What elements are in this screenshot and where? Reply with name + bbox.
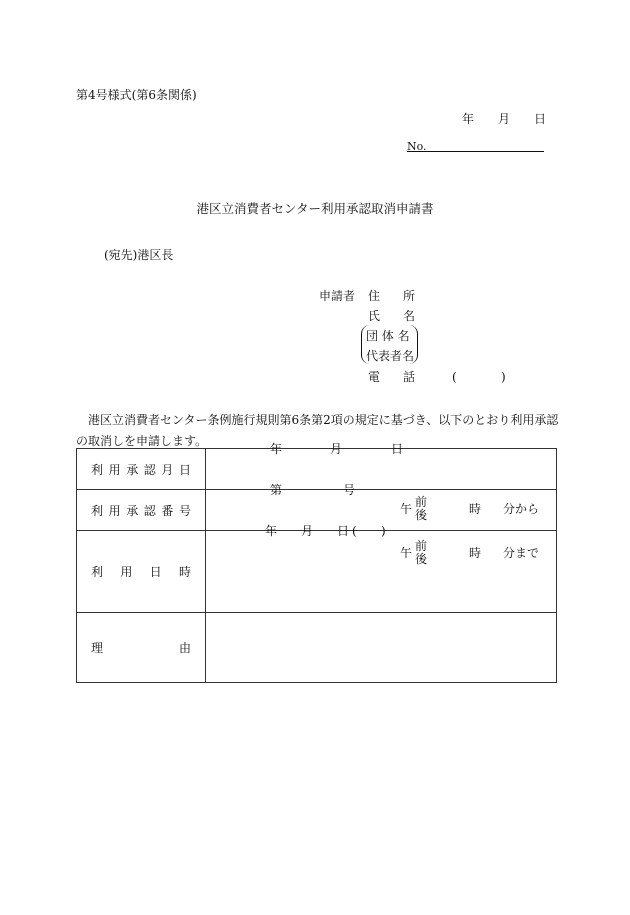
phone-label-a: 電 — [368, 370, 381, 384]
date-month-label: 月 — [498, 112, 511, 126]
start-go-label: 午 — [400, 502, 413, 516]
approval-number-label: 利 用 承 認 番 号 — [77, 490, 206, 531]
number-suffix-label: 号 — [343, 483, 356, 497]
end-ampm-choice[interactable]: 前 後 — [415, 539, 428, 567]
phone-paren-close: ) — [501, 370, 506, 384]
table-row — [77, 531, 557, 613]
phone-label-b: 話 — [403, 370, 416, 384]
usage-datetime-field[interactable] — [206, 495, 557, 613]
usage-year-label: 年 — [265, 524, 278, 538]
start-minute-label: 分から — [503, 502, 540, 516]
address-label-b: 所 — [403, 289, 416, 303]
start-ampm-choice[interactable]: 前 後 — [415, 495, 428, 523]
phone-paren-open: ( — [452, 370, 457, 384]
addressee: (宛先)港区長 — [104, 248, 174, 262]
approval-date-label: 利 用 承 認 月 日 — [77, 449, 206, 490]
request-table — [76, 442, 557, 683]
table-row — [77, 490, 557, 531]
end-hour-label: 時 — [469, 546, 482, 560]
address-label-a: 住 — [368, 289, 381, 303]
number-field[interactable] — [407, 142, 544, 152]
usage-weekday-close: ) — [381, 524, 386, 538]
table-row — [77, 613, 557, 683]
form-number: 第4号様式(第6条関係) — [76, 88, 197, 102]
end-minute-label: 分まで — [503, 546, 540, 560]
approval-date-field[interactable] — [206, 442, 557, 490]
approval-month-label: 月 — [330, 442, 343, 456]
start-hour-label: 時 — [469, 502, 482, 516]
date-year-label: 年 — [462, 112, 475, 126]
reason-label: 理 由 — [77, 613, 206, 683]
name-label-a: 氏 — [368, 309, 381, 323]
representative-label: 代表者名 — [366, 349, 415, 363]
org-name-label: 団 体 名 — [366, 329, 410, 343]
date-day-label: 日 — [534, 112, 547, 126]
document-title: 港区立消費者センター利用承認取消申請書 — [196, 201, 434, 216]
usage-day-label: 日 — [337, 524, 350, 538]
table-row — [77, 449, 557, 490]
number-label: No. — [407, 140, 427, 153]
number-prefix-label: 第 — [270, 483, 283, 497]
approval-day-label: 日 — [391, 442, 404, 456]
usage-datetime-label: 利 用 日 時 — [77, 531, 206, 613]
name-label-b: 名 — [403, 309, 416, 323]
applicant-label: 申請者 — [319, 289, 356, 303]
approval-year-label: 年 — [270, 442, 283, 456]
usage-month-label: 月 — [301, 524, 314, 538]
end-go-label: 午 — [400, 546, 413, 560]
usage-weekday-open: ( — [352, 524, 357, 538]
reason-field[interactable] — [206, 613, 557, 683]
request-statement: 港区立消費者センター条例施行規則第6条第2項の規定に基づき、以下のとおり利用承認の取消しを申請します。 — [76, 413, 559, 448]
